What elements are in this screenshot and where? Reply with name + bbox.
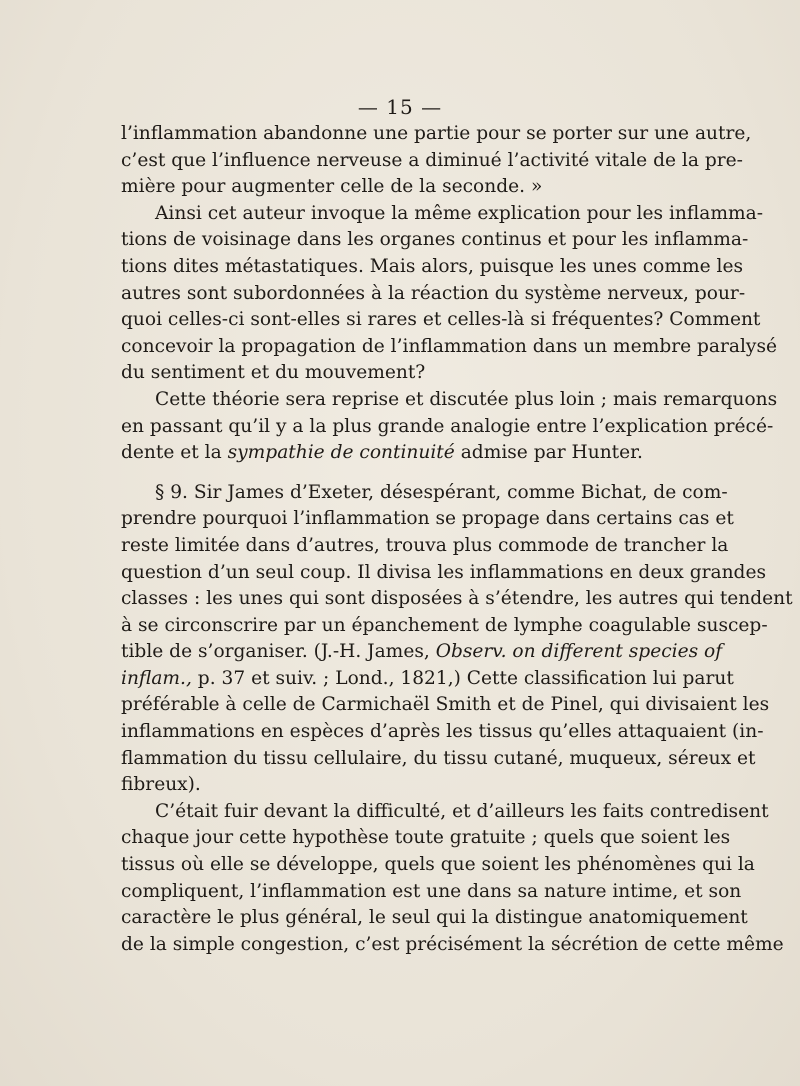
text-line: tissus où elle se développe, quels que soient les phénomènes qui la: [121, 854, 755, 876]
text-line: l’inflammation abandonne une partie pour se porter sur une autre,: [121, 123, 752, 144]
text-line: reste limitée dans d’autres, trouva plus commode de trancher la: [121, 534, 729, 556]
text-line: question d’un seul coup. Il divisa les inflammations en deux grandes: [121, 561, 766, 583]
text-line: flammation du tissu cellulaire, du tissu cutané, muqueux, séreux et: [121, 747, 756, 769]
italic-term: sympathie de continuité: [227, 442, 455, 464]
text-line: quoi celles-ci sont-elles si rares et celles-là si fréquentes? Comment: [121, 309, 761, 331]
text-line: mière pour augmenter celle de la seconde. »: [121, 176, 543, 198]
text-line: tions dites métastatiques. Mais alors, puisque les unes comme les: [121, 255, 744, 277]
text-line: fibreux).: [121, 774, 201, 796]
text-line: tions de voisinage dans les organes continus et pour les inflamma-: [121, 229, 749, 251]
text-line: c’est que l’influence nerveuse a diminué l’activité vitale de la pre-: [121, 149, 743, 171]
text-line: classes : les unes qui sont disposées à s’étendre, les autres qui tendent: [121, 588, 793, 610]
text-line: § 9. Sir James d’Exeter, désespérant, comme Bichat, de com-: [155, 481, 728, 503]
text-line: de la simple congestion, c’est précisément la sécrétion de cette même: [121, 933, 784, 955]
text-line: compliquent, l’inflammation est une dans sa nature intime, et son: [121, 880, 742, 902]
text-line: en passant qu’il y a la plus grande analogie entre l’explication précé-: [121, 415, 774, 437]
text-segment: tible de s’organiser. (J.-H. James,: [121, 641, 430, 663]
text-segment: admise par Hunter.: [460, 442, 643, 464]
text-line: prendre pourquoi l’inflammation se propage dans certains cas et: [121, 508, 734, 530]
text-line: [121, 639, 723, 666]
text-line: préférable à celle de Carmichaël Smith et de Pinel, qui divisaient les: [121, 694, 770, 716]
text-line: concevoir la propagation de l’inflammation dans un membre paralysé: [121, 335, 777, 357]
text-line: Ainsi cet auteur invoque la même explication pour les inflamma-: [155, 202, 763, 224]
text-line: C’était fuir devant la difficulté, et d’ailleurs les faits contredisent: [155, 800, 769, 822]
italic-citation: Observ. on different species of: [435, 641, 723, 663]
text-line: à se circonscrire par un épanchement de lymphe coagulable suscep-: [121, 614, 768, 636]
text-segment: dente et la: [121, 442, 222, 464]
text-segment: p. 37 et suiv. ; Lond., 1821,) Cette classification lui parut: [197, 667, 734, 689]
text-line: Cette théorie sera reprise et discutée plus loin ; mais remarquons: [155, 388, 778, 410]
text-line: caractère le plus général, le seul qui la distingue anatomiquement: [121, 907, 748, 929]
running-head: — 15 —: [357, 95, 443, 119]
text-line: chaque jour cette hypothèse toute gratuite ; quels que soient les: [121, 827, 731, 849]
paragraph-gap: [121, 467, 688, 480]
text-line: autres sont subordonnées à la réaction du système nerveux, pour-: [121, 282, 746, 304]
text-line: inflammations en espèces d’après les tissus qu’elles attaquaient (in-: [121, 721, 764, 743]
body-text: [121, 121, 793, 958]
text-line: [121, 440, 688, 467]
text-line: [121, 666, 734, 693]
text-line: du sentiment et du mouvement?: [121, 362, 426, 384]
italic-citation: inflam.,: [121, 667, 192, 689]
